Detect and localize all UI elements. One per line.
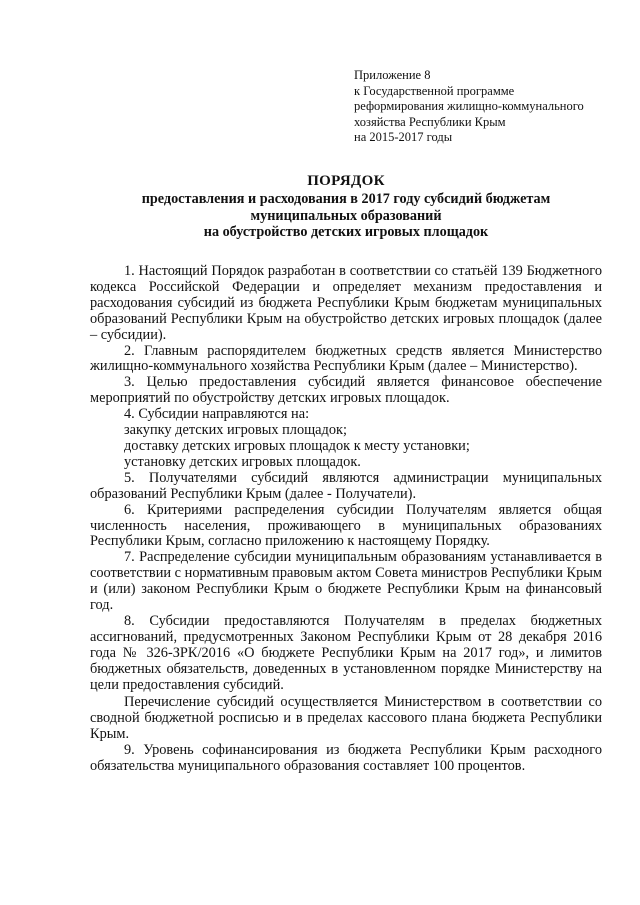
appendix-line: хозяйства Республики Крым bbox=[354, 114, 506, 129]
title-line: на обустройство детских игровых площадок bbox=[203, 224, 489, 240]
document-body bbox=[90, 264, 602, 775]
document-title bbox=[90, 172, 602, 241]
paragraph-7: 7. Распределение субсидии муниципальным образованиям устанавливается в соответствии с нормативным правовым актом Совета министров Республики Крым и (или) законом Республики Крым о бюджете Республики Крым на финансовый год. bbox=[90, 549, 602, 614]
appendix-line: реформирования жилищно-коммунального bbox=[354, 99, 584, 114]
paragraph-2: 2. Главным распорядителем бюджетных средств является Министерство жилищно-коммунального хозяйства Республики Крым (далее – Министерство). bbox=[90, 342, 602, 375]
title-line: предоставления и расходования в 2017 году субсидий бюджетам bbox=[141, 191, 551, 207]
paragraph-1: 1. Настоящий Порядок разработан в соответствии со статьёй 139 Бюджетного кодекса Российской Федерации и определяет механизм предоставления и расходования субсидий из бюджета Республики Крым бюджетам муниципальных образований Республики Крым на обустройство детских игровых площадок (далее – субсидии). bbox=[90, 263, 602, 343]
list-item: установку детских игровых площадок. bbox=[124, 453, 361, 470]
appendix-line: на 2015-2017 годы bbox=[354, 130, 453, 145]
appendix-line: к Государственной программе bbox=[354, 83, 515, 98]
appendix-note bbox=[354, 68, 624, 146]
paragraph-9: 9. Уровень софинансирования из бюджета Республики Крым расходного обязательства муниципального образования составляет 100 процентов. bbox=[90, 742, 602, 775]
title-line: муниципальных образований bbox=[250, 207, 442, 224]
paragraph-4: 4. Субсидии направляются на: bbox=[124, 406, 310, 423]
paragraph-6: 6. Критериями распределения субсидии Получателям является общая численность населения, проживающего в муниципальных образованиях Республики Крым, согласно приложению к настоящему Порядку. bbox=[90, 501, 602, 550]
title-main: ПОРЯДОК bbox=[307, 173, 385, 189]
list-item: закупку детских игровых площадок; bbox=[124, 422, 347, 439]
paragraph-3: 3. Целью предоставления субсидий является финансовое обеспечение мероприятий по обустройству детских игровых площадок. bbox=[90, 374, 602, 407]
appendix-line: Приложение 8 bbox=[354, 68, 431, 82]
paragraph-5: 5. Получателями субсидий являются администрации муниципальных образований Республики Крым (далее - Получатели). bbox=[90, 469, 602, 502]
list-item: доставку детских игровых площадок к месту установки; bbox=[124, 437, 470, 454]
paragraph-transfer: Перечисление субсидий осуществляется Министерством в соответствии со сводной бюджетной росписью и в пределах кассового плана бюджета Республики Крым. bbox=[90, 694, 602, 743]
paragraph-8: 8. Субсидии предоставляются Получателям в пределах бюджетных ассигнований, предусмотренных Законом Республики Крым от 28 декабря 2016 года № 326-ЗРК/2016 «О бюджете Республики Крым на 2017 год», и лимитов бюджетных обязательств, доведенных в установленном порядке Министерству на цели предоставления субсидий. bbox=[90, 612, 602, 693]
